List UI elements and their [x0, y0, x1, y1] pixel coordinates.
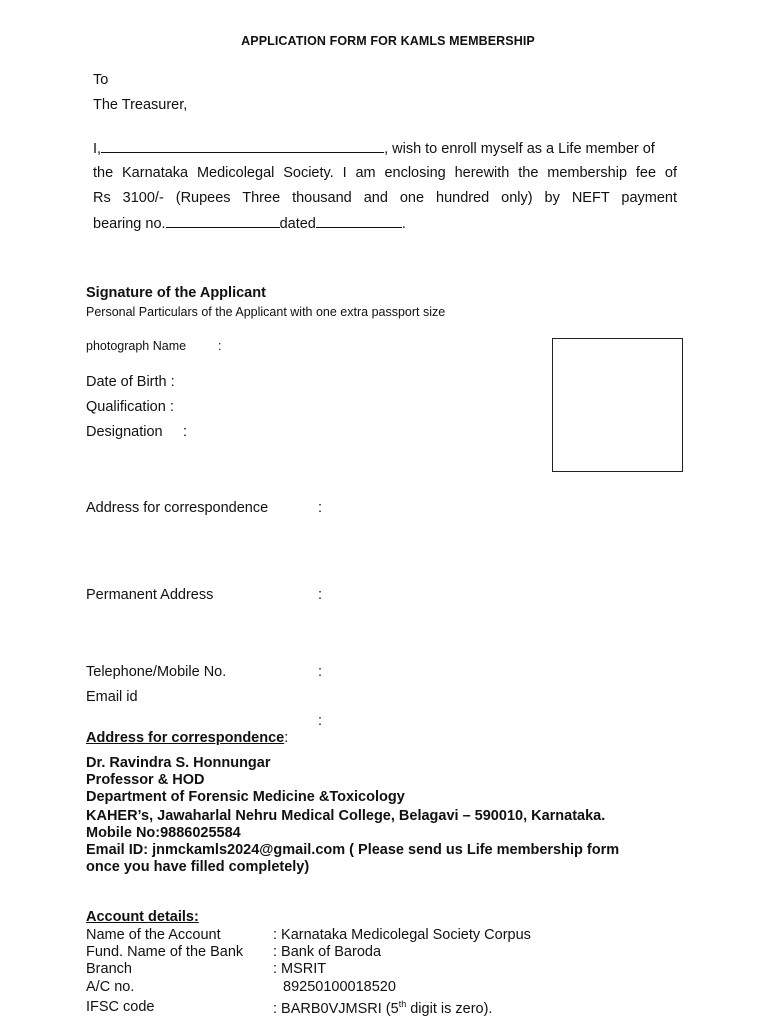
email-label: Email id — [86, 689, 138, 705]
salutation-recipient: The Treasurer, — [93, 97, 188, 113]
telephone-label: Telephone/Mobile No. — [86, 664, 227, 680]
contact-department: Department of Forensic Medicine &Toxicology — [86, 789, 405, 805]
declaration-line-4 — [93, 215, 677, 232]
account-label-name: Name of the Account — [86, 927, 221, 943]
declaration-line-2: the Karnataka Medicolegal Society. I am enclosing herewith the membership fee of — [93, 165, 677, 181]
declaration-line-3: Rs 3100/- (Rupees Three thousand and one hundred only) by NEFT payment — [93, 190, 677, 206]
contact-heading — [86, 730, 288, 746]
salutation-to: To — [93, 72, 109, 88]
account-label-acno: A/C no. — [86, 979, 135, 995]
date-blank[interactable] — [316, 215, 402, 228]
neft-label: bearing no. — [93, 216, 166, 232]
account-label-bank: Fund. Name of the Bank — [86, 944, 244, 960]
declaration-line-1 — [93, 140, 677, 157]
ifsc-suffix: digit is zero). — [406, 1000, 493, 1017]
dob-label: Date of Birth : — [86, 374, 175, 390]
contact-email-line-1: Email ID: jnmckamls2024@gmail.com ( Please send us Life membership form — [86, 842, 620, 858]
applicant-name-blank[interactable] — [101, 140, 384, 153]
account-value-ifsc — [273, 999, 492, 1017]
account-heading: Account details: — [86, 909, 199, 925]
photo-box[interactable] — [552, 338, 683, 472]
account-value-branch: : MSRIT — [273, 961, 327, 977]
contact-role: Professor & HOD — [86, 772, 205, 788]
contact-mobile: Mobile No:9886025584 — [86, 825, 241, 841]
signature-heading: Signature of the Applicant — [86, 285, 266, 301]
ifsc-superscript: th — [398, 999, 407, 1009]
telephone-colon: : — [318, 664, 323, 680]
photo-name-label: photograph Name — [86, 339, 187, 353]
declaration-prefix: I, — [93, 141, 102, 157]
contact-name: Dr. Ravindra S. Honnungar — [86, 755, 271, 771]
account-label-branch: Branch — [86, 961, 132, 977]
correspondence-colon: : — [318, 500, 323, 516]
account-value-acno: 89250100018520 — [283, 979, 396, 995]
email-colon: : — [318, 713, 323, 729]
designation-colon: : — [183, 424, 188, 440]
contact-college: KAHER’s, Jawaharlal Nehru Medical College, Belagavi – 590010, Karnataka. — [86, 808, 606, 824]
permanent-address-colon: : — [318, 587, 323, 603]
account-value-bank: : Bank of Baroda — [273, 944, 382, 960]
contact-heading-text: Address for correspondence — [86, 730, 285, 746]
line4-end: . — [401, 216, 406, 232]
ifsc-code-text: : BARB0VJMSRI (5 — [273, 1000, 399, 1017]
qualification-label: Qualification : — [86, 399, 174, 415]
contact-heading-colon: : — [284, 730, 289, 746]
permanent-address-label: Permanent Address — [86, 587, 214, 603]
form-title: APPLICATION FORM FOR KAMLS MEMBERSHIP — [241, 34, 535, 48]
neft-number-blank[interactable] — [166, 215, 280, 228]
dated-label: dated — [279, 216, 316, 232]
contact-email-line-2: once you have filled completely) — [86, 859, 310, 875]
photo-name-colon: : — [218, 339, 222, 353]
declaration-line1-rest: , wish to enroll myself as a Life member of — [384, 141, 655, 157]
designation-label: Designation — [86, 424, 163, 440]
account-value-name: : Karnataka Medicolegal Society Corpus — [273, 927, 531, 943]
correspondence-label: Address for correspondence — [86, 500, 269, 516]
signature-subtext: Personal Particulars of the Applicant with one extra passport size — [86, 305, 446, 319]
account-label-ifsc: IFSC code — [86, 999, 155, 1015]
